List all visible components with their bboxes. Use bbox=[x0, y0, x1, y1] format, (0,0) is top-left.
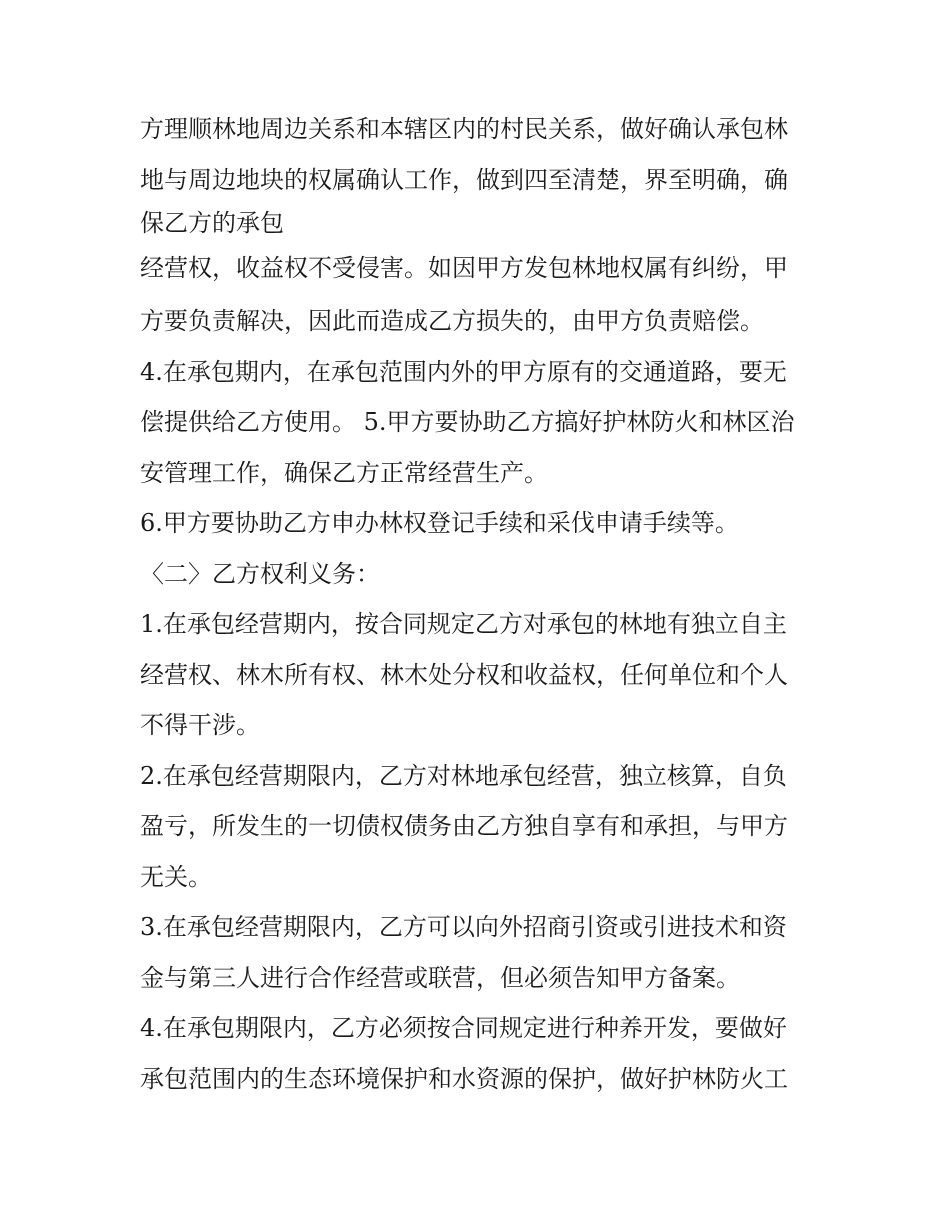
text-line-13: 不得干涉。 bbox=[140, 711, 260, 739]
text-line-9: 6.甲方要协助乙方申办林权登记手续和采伐申请手续等。 bbox=[140, 509, 739, 537]
text-line-14: 2.在承包经营期限内，乙方对林地承包经营，独立核算，自负 bbox=[140, 761, 787, 790]
document-body bbox=[140, 104, 820, 1104]
text-line-3: 保乙方的承包 bbox=[140, 209, 284, 237]
text-line-7: 偿提供给乙方使用。 5.甲方要协助乙方搞好护林防火和林区治 bbox=[140, 408, 795, 436]
text-line-6: 4.在承包期内，在承包范围内外的甲方原有的交通道路，要无 bbox=[140, 357, 787, 386]
text-line-15: 盈亏，所发生的一切债权债务由乙方独自享有和承担，与甲方 bbox=[140, 812, 788, 840]
text-line-12: 经营权、林木所有权、林木处分权和收益权，任何单位和个人 bbox=[140, 660, 788, 689]
text-line-18: 金与第三人进行合作经营或联营，但必须告知甲方备案。 bbox=[140, 963, 740, 992]
section-heading: 〈二〉乙方权利义务： bbox=[140, 559, 380, 588]
text-line-2: 地与周边地块的权属确认工作，做到四至清楚，界至明确，确 bbox=[140, 165, 788, 194]
text-line-11: 1.在承包经营期内，按合同规定乙方对承包的林地有独立自主 bbox=[140, 610, 787, 638]
text-line-1: 方理顺林地周边关系和本辖区内的村民关系，做好确认承包林 bbox=[140, 115, 788, 143]
text-line-20: 承包范围内的生态环境保护和水资源的保护，做好护林防火工 bbox=[140, 1064, 788, 1093]
text-line-5: 方要负责解决，因此而造成乙方损失的，由甲方负责赔偿。 bbox=[140, 307, 764, 335]
text-line-17: 3.在承包经营期限内，乙方可以向外招商引资或引进技术和资 bbox=[140, 913, 787, 941]
text-line-19: 4.在承包期限内，乙方必须按合同规定进行种养开发，要做好 bbox=[140, 1014, 787, 1042]
text-line-16: 无关。 bbox=[140, 862, 212, 891]
text-line-4: 经营权，收益权不受侵害。如因甲方发包林地权属有纠纷，甲 bbox=[140, 254, 788, 282]
text-line-8: 安管理工作，确保乙方正常经营生产。 bbox=[140, 458, 548, 487]
